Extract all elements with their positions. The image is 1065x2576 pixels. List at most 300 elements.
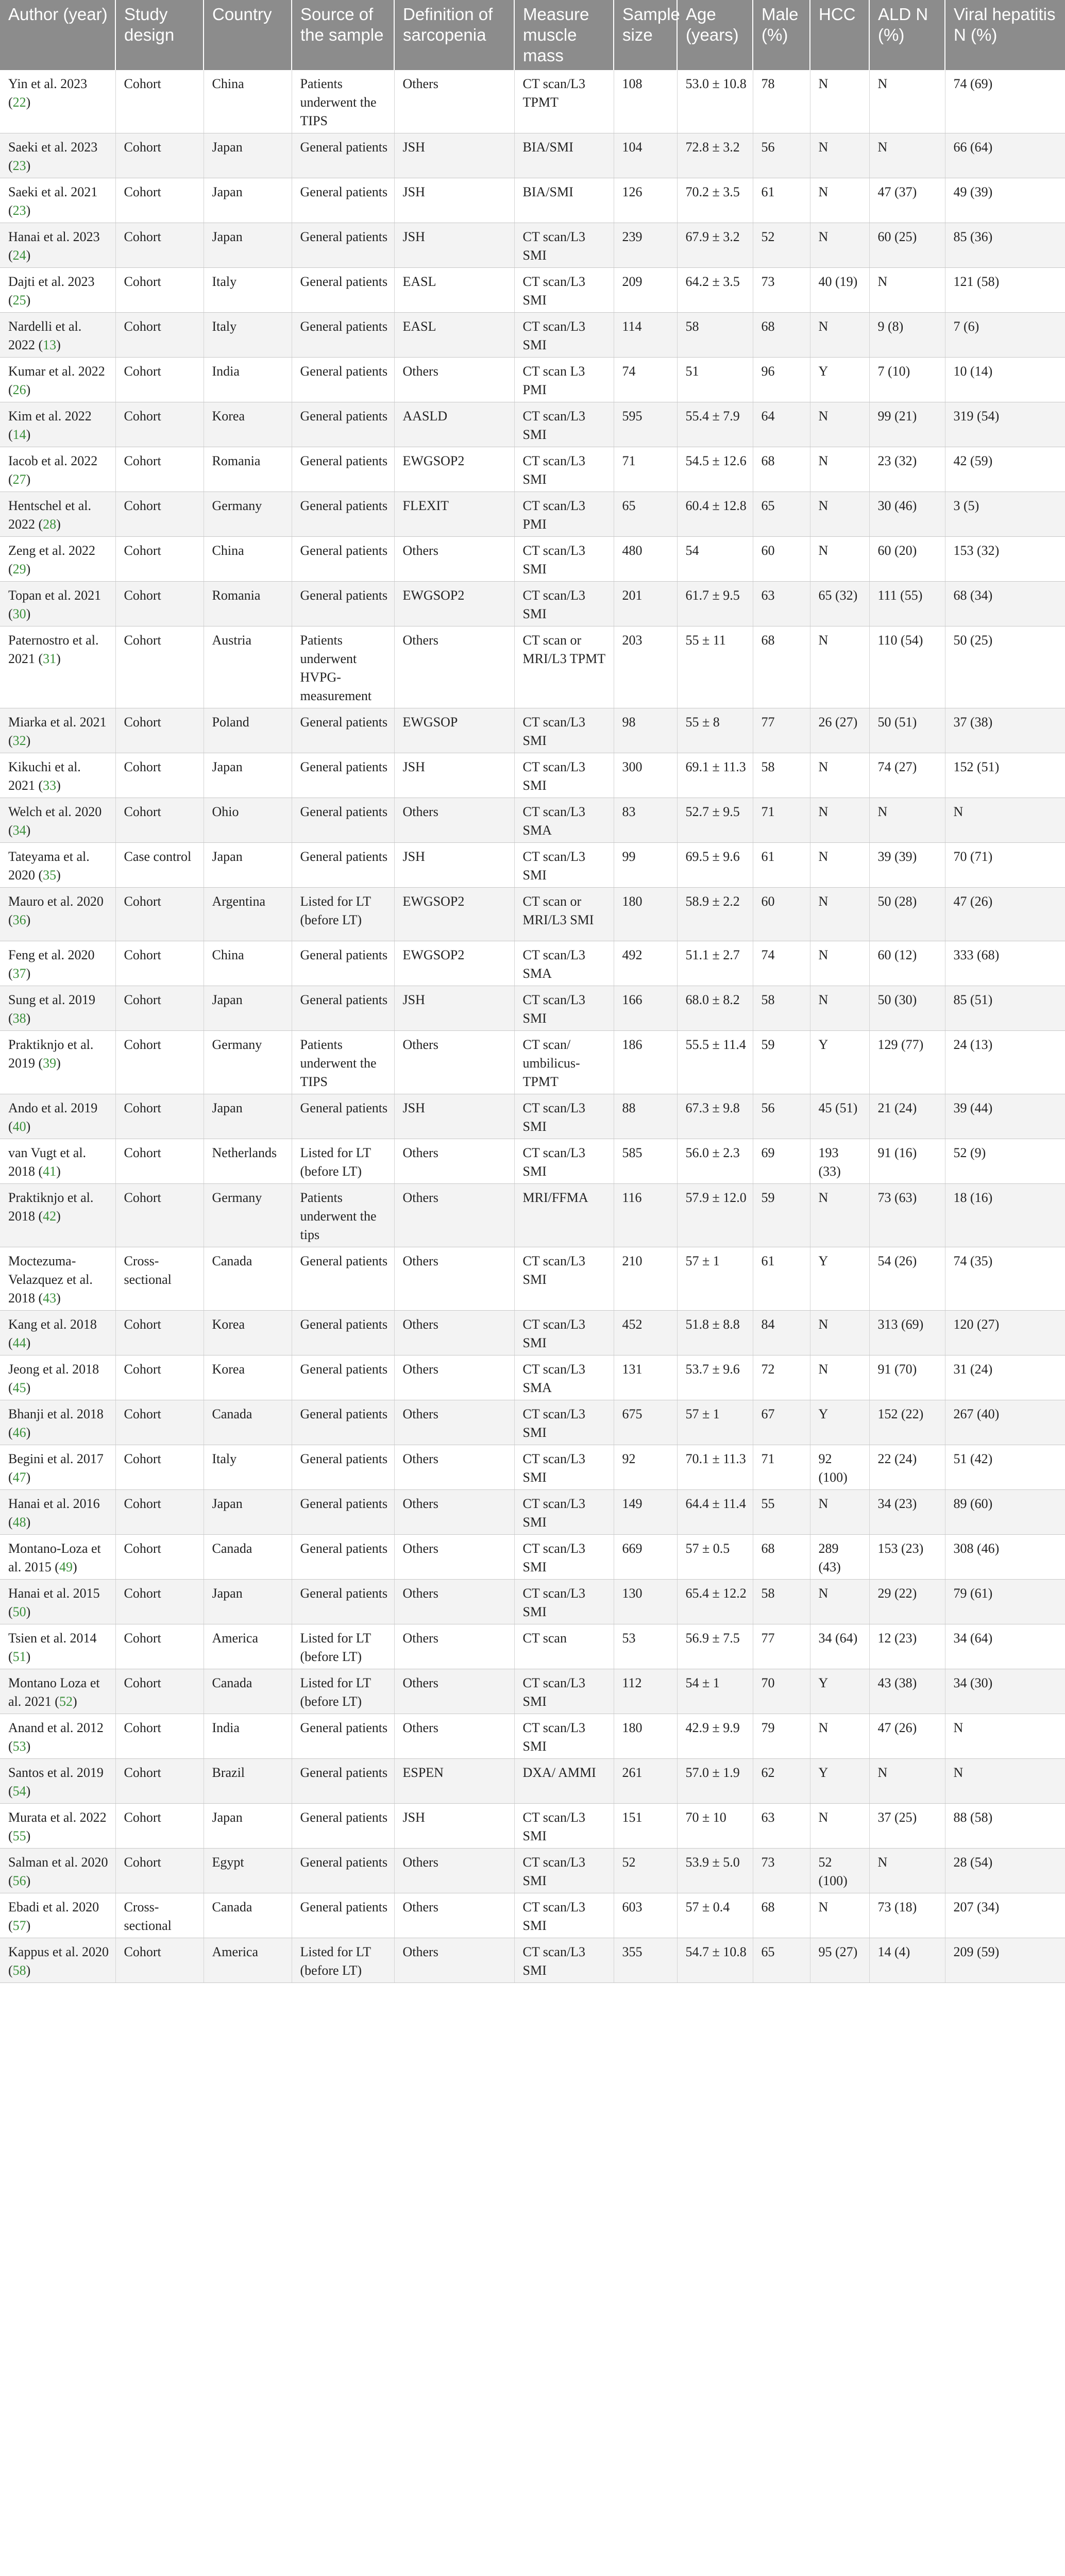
sample-size-cell: 74 bbox=[614, 358, 677, 402]
author-text: Topan et al. 2021 bbox=[8, 588, 102, 603]
definition-cell: Others bbox=[394, 1445, 514, 1490]
study-design-cell: Cohort bbox=[115, 133, 204, 178]
country-cell: Korea bbox=[204, 402, 292, 447]
study-design-cell: Cohort bbox=[115, 1938, 204, 1983]
table-row bbox=[0, 492, 1065, 537]
country-cell: India bbox=[204, 358, 292, 402]
measure-cell: DXA/ AMMI bbox=[514, 1759, 614, 1804]
country-cell: Poland bbox=[204, 708, 292, 753]
definition-cell: Others bbox=[394, 1938, 514, 1983]
citation-link[interactable]: 27 bbox=[12, 472, 26, 487]
source-cell: General patients bbox=[292, 223, 394, 268]
study-design-cell: Cohort bbox=[115, 358, 204, 402]
ald-cell: 91 (16) bbox=[869, 1139, 945, 1184]
author-text: Paternostro et al. 2021 bbox=[8, 633, 99, 666]
age-cell: 57 ± 1 bbox=[677, 1400, 753, 1445]
male-cell: 68 bbox=[753, 313, 810, 358]
sample-size-cell: 65 bbox=[614, 492, 677, 537]
citation-link[interactable]: 53 bbox=[12, 1739, 26, 1754]
table-row bbox=[0, 1184, 1065, 1247]
citation-link[interactable]: 26 bbox=[12, 382, 26, 397]
ald-cell: 30 (46) bbox=[869, 492, 945, 537]
definition-cell: EWGSOP2 bbox=[394, 888, 514, 941]
author-text: Dajti et al. 2023 bbox=[8, 274, 95, 289]
viral-hepatitis-cell: 308 (46) bbox=[945, 1535, 1065, 1580]
viral-hepatitis-cell: 319 (54) bbox=[945, 402, 1065, 447]
age-cell: 57.9 ± 12.0 bbox=[677, 1184, 753, 1247]
definition-cell: FLEXIT bbox=[394, 492, 514, 537]
source-cell: General patients bbox=[292, 1094, 394, 1139]
viral-hepatitis-cell: 34 (64) bbox=[945, 1624, 1065, 1669]
hcc-cell: 92 (100) bbox=[810, 1445, 869, 1490]
study-design-cell: Cohort bbox=[115, 268, 204, 313]
sample-size-cell: 300 bbox=[614, 753, 677, 798]
study-design-cell: Cohort bbox=[115, 798, 204, 843]
country-cell: Japan bbox=[204, 843, 292, 888]
definition-cell: Others bbox=[394, 537, 514, 582]
viral-hepatitis-cell: 121 (58) bbox=[945, 268, 1065, 313]
country-cell: China bbox=[204, 941, 292, 986]
male-cell: 73 bbox=[753, 268, 810, 313]
ald-cell: 29 (22) bbox=[869, 1580, 945, 1624]
definition-cell: Others bbox=[394, 1355, 514, 1400]
source-cell: Listed for LT (before LT) bbox=[292, 1938, 394, 1983]
age-cell: 70 ± 10 bbox=[677, 1804, 753, 1849]
definition-cell: Others bbox=[394, 1580, 514, 1624]
age-cell: 70.1 ± 11.3 bbox=[677, 1445, 753, 1490]
source-cell: General patients bbox=[292, 358, 394, 402]
viral-hepatitis-cell: 3 (5) bbox=[945, 492, 1065, 537]
hcc-cell: N bbox=[810, 313, 869, 358]
hcc-cell: N bbox=[810, 888, 869, 941]
study-design-cell: Cohort bbox=[115, 626, 204, 708]
source-cell: General patients bbox=[292, 798, 394, 843]
citation-link[interactable]: 25 bbox=[12, 293, 26, 308]
citation-link[interactable]: 50 bbox=[12, 1604, 26, 1619]
author-cell: Begini et al. 2017 (47) bbox=[0, 1445, 115, 1490]
definition-cell: Others bbox=[394, 1669, 514, 1714]
age-cell: 53.0 ± 10.8 bbox=[677, 70, 753, 133]
age-cell: 55 ± 8 bbox=[677, 708, 753, 753]
citation-link[interactable]: 44 bbox=[12, 1335, 26, 1350]
sample-size-cell: 239 bbox=[614, 223, 677, 268]
ald-cell: 110 (54) bbox=[869, 626, 945, 708]
study-design-cell: Cohort bbox=[115, 1714, 204, 1759]
author-cell: Jeong et al. 2018 (45) bbox=[0, 1355, 115, 1400]
author-cell: Feng et al. 2020 (37) bbox=[0, 941, 115, 986]
measure-cell: CT scan L3 PMI bbox=[514, 358, 614, 402]
study-design-cell: Cohort bbox=[115, 708, 204, 753]
author-text: Kikuchi et al. 2021 bbox=[8, 759, 81, 793]
author-text: Sung et al. 2019 bbox=[8, 992, 95, 1007]
study-design-cell: Cross-sectional bbox=[115, 1247, 204, 1311]
ald-cell: 60 (20) bbox=[869, 537, 945, 582]
ald-cell: 50 (51) bbox=[869, 708, 945, 753]
sample-size-cell: 261 bbox=[614, 1759, 677, 1804]
table-row bbox=[0, 447, 1065, 492]
citation-link[interactable]: 35 bbox=[43, 868, 57, 883]
citation-link[interactable]: 52 bbox=[59, 1694, 73, 1709]
study-design-cell: Cohort bbox=[115, 1624, 204, 1669]
source-cell: General patients bbox=[292, 1759, 394, 1804]
author-text: Ando et al. 2019 bbox=[8, 1100, 98, 1115]
study-design-cell: Cohort bbox=[115, 1031, 204, 1094]
measure-cell: CT scan/L3 SMI bbox=[514, 537, 614, 582]
country-cell: Japan bbox=[204, 1804, 292, 1849]
measure-cell: CT scan/L3 SMI bbox=[514, 1490, 614, 1535]
viral-hepatitis-cell: 51 (42) bbox=[945, 1445, 1065, 1490]
ald-cell: 43 (38) bbox=[869, 1669, 945, 1714]
definition-cell: Others bbox=[394, 798, 514, 843]
definition-cell: EWGSOP2 bbox=[394, 447, 514, 492]
sample-size-cell: 52 bbox=[614, 1849, 677, 1893]
sample-size-cell: 603 bbox=[614, 1893, 677, 1938]
hcc-cell: N bbox=[810, 402, 869, 447]
study-design-cell: Cohort bbox=[115, 986, 204, 1031]
citation-link[interactable]: 36 bbox=[12, 912, 26, 927]
column-header: Sample size bbox=[614, 0, 677, 70]
study-design-cell: Cohort bbox=[115, 1400, 204, 1445]
citation-link[interactable]: 49 bbox=[59, 1560, 73, 1574]
table-row bbox=[0, 1355, 1065, 1400]
country-cell: Korea bbox=[204, 1355, 292, 1400]
citation-link[interactable]: 34 bbox=[12, 823, 26, 838]
male-cell: 68 bbox=[753, 447, 810, 492]
ald-cell: 9 (8) bbox=[869, 313, 945, 358]
age-cell: 57 ± 0.5 bbox=[677, 1535, 753, 1580]
citation-link[interactable]: 22 bbox=[12, 95, 26, 110]
measure-cell: CT scan/L3 TPMT bbox=[514, 70, 614, 133]
sample-size-cell: 98 bbox=[614, 708, 677, 753]
table-row bbox=[0, 358, 1065, 402]
study-design-cell: Cohort bbox=[115, 582, 204, 626]
sample-size-cell: 355 bbox=[614, 1938, 677, 1983]
study-design-cell: Cohort bbox=[115, 1669, 204, 1714]
hcc-cell: 65 (32) bbox=[810, 582, 869, 626]
citation-link[interactable]: 56 bbox=[12, 1873, 26, 1888]
citation-link[interactable]: 29 bbox=[12, 562, 26, 577]
citation-link[interactable]: 38 bbox=[12, 1011, 26, 1026]
hcc-cell: N bbox=[810, 1714, 869, 1759]
country-cell: Japan bbox=[204, 986, 292, 1031]
country-cell: Romania bbox=[204, 582, 292, 626]
citation-link[interactable]: 46 bbox=[12, 1425, 26, 1440]
author-text: Murata et al. 2022 bbox=[8, 1810, 107, 1825]
citation-link[interactable]: 57 bbox=[12, 1918, 26, 1933]
hcc-cell: N bbox=[810, 447, 869, 492]
source-cell: General patients bbox=[292, 1247, 394, 1311]
male-cell: 71 bbox=[753, 1445, 810, 1490]
citation-link[interactable]: 58 bbox=[12, 1963, 26, 1978]
definition-cell: EWGSOP2 bbox=[394, 941, 514, 986]
citation-link[interactable]: 32 bbox=[12, 733, 26, 748]
hcc-cell: Y bbox=[810, 1031, 869, 1094]
author-text: Hanai et al. 2023 bbox=[8, 229, 100, 244]
ald-cell: N bbox=[869, 798, 945, 843]
ald-cell: 60 (25) bbox=[869, 223, 945, 268]
author-cell: Santos et al. 2019 (54) bbox=[0, 1759, 115, 1804]
sample-size-cell: 99 bbox=[614, 843, 677, 888]
viral-hepatitis-cell: 34 (30) bbox=[945, 1669, 1065, 1714]
table-row bbox=[0, 753, 1065, 798]
citation-link[interactable]: 51 bbox=[12, 1649, 26, 1664]
country-cell: Canada bbox=[204, 1400, 292, 1445]
definition-cell: AASLD bbox=[394, 402, 514, 447]
measure-cell: CT scan bbox=[514, 1624, 614, 1669]
viral-hepatitis-cell: 28 (54) bbox=[945, 1849, 1065, 1893]
table-row bbox=[0, 708, 1065, 753]
country-cell: Italy bbox=[204, 313, 292, 358]
ald-cell: 34 (23) bbox=[869, 1490, 945, 1535]
viral-hepatitis-cell: 88 (58) bbox=[945, 1804, 1065, 1849]
column-header: Age (years) bbox=[677, 0, 753, 70]
table-row bbox=[0, 843, 1065, 888]
ald-cell: 313 (69) bbox=[869, 1311, 945, 1355]
age-cell: 69.5 ± 9.6 bbox=[677, 843, 753, 888]
measure-cell: CT scan/L3 SMI bbox=[514, 313, 614, 358]
definition-cell: EWGSOP bbox=[394, 708, 514, 753]
country-cell: Canada bbox=[204, 1669, 292, 1714]
author-text: Miarka et al. 2021 bbox=[8, 715, 107, 730]
author-cell: Saeki et al. 2021 (23) bbox=[0, 178, 115, 223]
measure-cell: CT scan/L3 SMA bbox=[514, 941, 614, 986]
table-row bbox=[0, 1311, 1065, 1355]
table-row bbox=[0, 70, 1065, 133]
ald-cell: 54 (26) bbox=[869, 1247, 945, 1311]
measure-cell: CT scan/L3 SMI bbox=[514, 402, 614, 447]
study-design-cell: Cohort bbox=[115, 492, 204, 537]
ald-cell: 47 (26) bbox=[869, 1714, 945, 1759]
table-row bbox=[0, 402, 1065, 447]
sample-size-cell: 210 bbox=[614, 1247, 677, 1311]
header-row bbox=[0, 0, 1065, 70]
source-cell: General patients bbox=[292, 1400, 394, 1445]
viral-hepatitis-cell: 120 (27) bbox=[945, 1311, 1065, 1355]
author-text: Kumar et al. 2022 bbox=[8, 364, 105, 379]
ald-cell: 50 (28) bbox=[869, 888, 945, 941]
viral-hepatitis-cell: 267 (40) bbox=[945, 1400, 1065, 1445]
male-cell: 58 bbox=[753, 1580, 810, 1624]
definition-cell: Others bbox=[394, 1535, 514, 1580]
viral-hepatitis-cell: 42 (59) bbox=[945, 447, 1065, 492]
viral-hepatitis-cell: 49 (39) bbox=[945, 178, 1065, 223]
age-cell: 58 bbox=[677, 313, 753, 358]
viral-hepatitis-cell: 207 (34) bbox=[945, 1893, 1065, 1938]
author-cell: Saeki et al. 2023 (23) bbox=[0, 133, 115, 178]
citation-link[interactable]: 48 bbox=[12, 1515, 26, 1530]
country-cell: India bbox=[204, 1714, 292, 1759]
citation-link[interactable]: 24 bbox=[12, 248, 26, 263]
author-cell: Kappus et al. 2020 (58) bbox=[0, 1938, 115, 1983]
table-row bbox=[0, 223, 1065, 268]
sample-size-cell: 149 bbox=[614, 1490, 677, 1535]
citation-link[interactable]: 13 bbox=[43, 337, 57, 352]
country-cell: Japan bbox=[204, 753, 292, 798]
hcc-cell: N bbox=[810, 1490, 869, 1535]
author-text: Montano Loza et al. 2021 bbox=[8, 1675, 100, 1709]
citation-link[interactable]: 30 bbox=[12, 606, 26, 621]
age-cell: 57 ± 1 bbox=[677, 1247, 753, 1311]
age-cell: 64.4 ± 11.4 bbox=[677, 1490, 753, 1535]
citation-link[interactable]: 37 bbox=[12, 966, 26, 981]
definition-cell: Others bbox=[394, 1184, 514, 1247]
measure-cell: CT scan/L3 SMI bbox=[514, 986, 614, 1031]
citation-link[interactable]: 41 bbox=[43, 1164, 57, 1179]
study-design-cell: Cohort bbox=[115, 1849, 204, 1893]
author-cell: Iacob et al. 2022 (27) bbox=[0, 447, 115, 492]
age-cell: 72.8 ± 3.2 bbox=[677, 133, 753, 178]
sample-size-cell: 116 bbox=[614, 1184, 677, 1247]
viral-hepatitis-cell: 31 (24) bbox=[945, 1355, 1065, 1400]
age-cell: 56.0 ± 2.3 bbox=[677, 1139, 753, 1184]
citation-link[interactable]: 31 bbox=[43, 651, 57, 666]
citation-link[interactable]: 55 bbox=[12, 1828, 26, 1843]
age-cell: 51 bbox=[677, 358, 753, 402]
citation-link[interactable]: 43 bbox=[43, 1291, 57, 1306]
citation-link[interactable]: 23 bbox=[12, 203, 26, 218]
study-design-cell: Cohort bbox=[115, 223, 204, 268]
table-row bbox=[0, 1490, 1065, 1535]
viral-hepatitis-cell: 152 (51) bbox=[945, 753, 1065, 798]
age-cell: 68.0 ± 8.2 bbox=[677, 986, 753, 1031]
author-cell: Hanai et al. 2023 (24) bbox=[0, 223, 115, 268]
hcc-cell: N bbox=[810, 1184, 869, 1247]
table-row bbox=[0, 133, 1065, 178]
age-cell: 56.9 ± 7.5 bbox=[677, 1624, 753, 1669]
sample-size-cell: 209 bbox=[614, 268, 677, 313]
age-cell: 52.7 ± 9.5 bbox=[677, 798, 753, 843]
country-cell: Netherlands bbox=[204, 1139, 292, 1184]
country-cell: Canada bbox=[204, 1893, 292, 1938]
source-cell: General patients bbox=[292, 133, 394, 178]
hcc-cell: N bbox=[810, 753, 869, 798]
country-cell: Canada bbox=[204, 1247, 292, 1311]
table-row bbox=[0, 1094, 1065, 1139]
source-cell: Patients underwent the TIPS bbox=[292, 1031, 394, 1094]
hcc-cell: N bbox=[810, 798, 869, 843]
table-row bbox=[0, 268, 1065, 313]
age-cell: 65.4 ± 12.2 bbox=[677, 1580, 753, 1624]
table-row bbox=[0, 178, 1065, 223]
male-cell: 77 bbox=[753, 1624, 810, 1669]
source-cell: General patients bbox=[292, 1893, 394, 1938]
source-cell: General patients bbox=[292, 1535, 394, 1580]
hcc-cell: N bbox=[810, 1311, 869, 1355]
hcc-cell: 26 (27) bbox=[810, 708, 869, 753]
author-cell: Yin et al. 2023 (22) bbox=[0, 70, 115, 133]
hcc-cell: N bbox=[810, 941, 869, 986]
viral-hepatitis-cell: 74 (69) bbox=[945, 70, 1065, 133]
study-design-cell: Case control bbox=[115, 843, 204, 888]
table-row bbox=[0, 582, 1065, 626]
citation-link[interactable]: 54 bbox=[12, 1784, 26, 1799]
male-cell: 61 bbox=[753, 1247, 810, 1311]
sample-size-cell: 669 bbox=[614, 1535, 677, 1580]
male-cell: 77 bbox=[753, 708, 810, 753]
sample-size-cell: 452 bbox=[614, 1311, 677, 1355]
measure-cell: CT scan/L3 SMI bbox=[514, 1938, 614, 1983]
male-cell: 67 bbox=[753, 1400, 810, 1445]
male-cell: 71 bbox=[753, 798, 810, 843]
age-cell: 53.7 ± 9.6 bbox=[677, 1355, 753, 1400]
viral-hepatitis-cell: 89 (60) bbox=[945, 1490, 1065, 1535]
author-cell: Moctezuma-Velazquez et al. 2018 (43) bbox=[0, 1247, 115, 1311]
sample-size-cell: 83 bbox=[614, 798, 677, 843]
study-design-cell: Cohort bbox=[115, 753, 204, 798]
citation-link[interactable]: 39 bbox=[43, 1056, 57, 1071]
citation-link[interactable]: 45 bbox=[12, 1380, 26, 1395]
ald-cell: 91 (70) bbox=[869, 1355, 945, 1400]
sample-size-cell: 53 bbox=[614, 1624, 677, 1669]
citation-link[interactable]: 47 bbox=[12, 1470, 26, 1485]
hcc-cell: Y bbox=[810, 1247, 869, 1311]
age-cell: 55 ± 11 bbox=[677, 626, 753, 708]
ald-cell: 21 (24) bbox=[869, 1094, 945, 1139]
ald-cell: 14 (4) bbox=[869, 1938, 945, 1983]
column-header: Viral hepatitis N (%) bbox=[954, 5, 1056, 44]
citation-link[interactable]: 28 bbox=[43, 517, 57, 532]
source-cell: General patients bbox=[292, 537, 394, 582]
sample-size-cell: 675 bbox=[614, 1400, 677, 1445]
source-cell: General patients bbox=[292, 313, 394, 358]
author-cell: Paternostro et al. 2021 (31) bbox=[0, 626, 115, 708]
author-cell: Sung et al. 2019 (38) bbox=[0, 986, 115, 1031]
author-text: Nardelli et al. 2022 bbox=[8, 319, 82, 352]
ald-cell: 12 (23) bbox=[869, 1624, 945, 1669]
citation-link[interactable]: 33 bbox=[43, 778, 57, 793]
author-cell: Kim et al. 2022 (14) bbox=[0, 402, 115, 447]
author-text: Tateyama et al. 2020 bbox=[8, 849, 90, 883]
study-design-cell: Cohort bbox=[115, 1311, 204, 1355]
author-text: Begini et al. 2017 bbox=[8, 1451, 104, 1466]
age-cell: 69.1 ± 11.3 bbox=[677, 753, 753, 798]
age-cell: 51.8 ± 8.8 bbox=[677, 1311, 753, 1355]
age-cell: 67.3 ± 9.8 bbox=[677, 1094, 753, 1139]
country-cell: China bbox=[204, 70, 292, 133]
study-design-cell: Cross-sectional bbox=[115, 1893, 204, 1938]
source-cell: General patients bbox=[292, 1490, 394, 1535]
viral-hepatitis-cell: 70 (71) bbox=[945, 843, 1065, 888]
citation-link[interactable]: 42 bbox=[43, 1209, 57, 1224]
source-cell: General patients bbox=[292, 1445, 394, 1490]
source-cell: Patients underwent the TIPS bbox=[292, 70, 394, 133]
author-text: Zeng et al. 2022 bbox=[8, 543, 95, 558]
sample-size-cell: 585 bbox=[614, 1139, 677, 1184]
male-cell: 70 bbox=[753, 1669, 810, 1714]
age-cell: 55.5 ± 11.4 bbox=[677, 1031, 753, 1094]
study-design-cell: Cohort bbox=[115, 447, 204, 492]
country-cell: America bbox=[204, 1624, 292, 1669]
author-text: Saeki et al. 2021 bbox=[8, 184, 98, 199]
author-cell: Salman et al. 2020 (56) bbox=[0, 1849, 115, 1893]
male-cell: 79 bbox=[753, 1714, 810, 1759]
citation-link[interactable]: 23 bbox=[12, 158, 26, 173]
table-row bbox=[0, 1714, 1065, 1759]
measure-cell: BIA/SMI bbox=[514, 133, 614, 178]
measure-cell: CT scan/L3 SMI bbox=[514, 1535, 614, 1580]
viral-hepatitis-cell: 85 (36) bbox=[945, 223, 1065, 268]
citation-link[interactable]: 40 bbox=[12, 1119, 26, 1134]
author-text: Yin et al. 2023 bbox=[8, 76, 88, 91]
author-cell: Hanai et al. 2016 (48) bbox=[0, 1490, 115, 1535]
country-cell: Germany bbox=[204, 1031, 292, 1094]
author-text: Hanai et al. 2015 bbox=[8, 1586, 100, 1601]
author-text: Praktiknjo et al. 2019 bbox=[8, 1037, 94, 1071]
study-design-cell: Cohort bbox=[115, 1580, 204, 1624]
study-design-cell: Cohort bbox=[115, 1355, 204, 1400]
citation-link[interactable]: 14 bbox=[12, 427, 26, 442]
sample-size-cell: 104 bbox=[614, 133, 677, 178]
